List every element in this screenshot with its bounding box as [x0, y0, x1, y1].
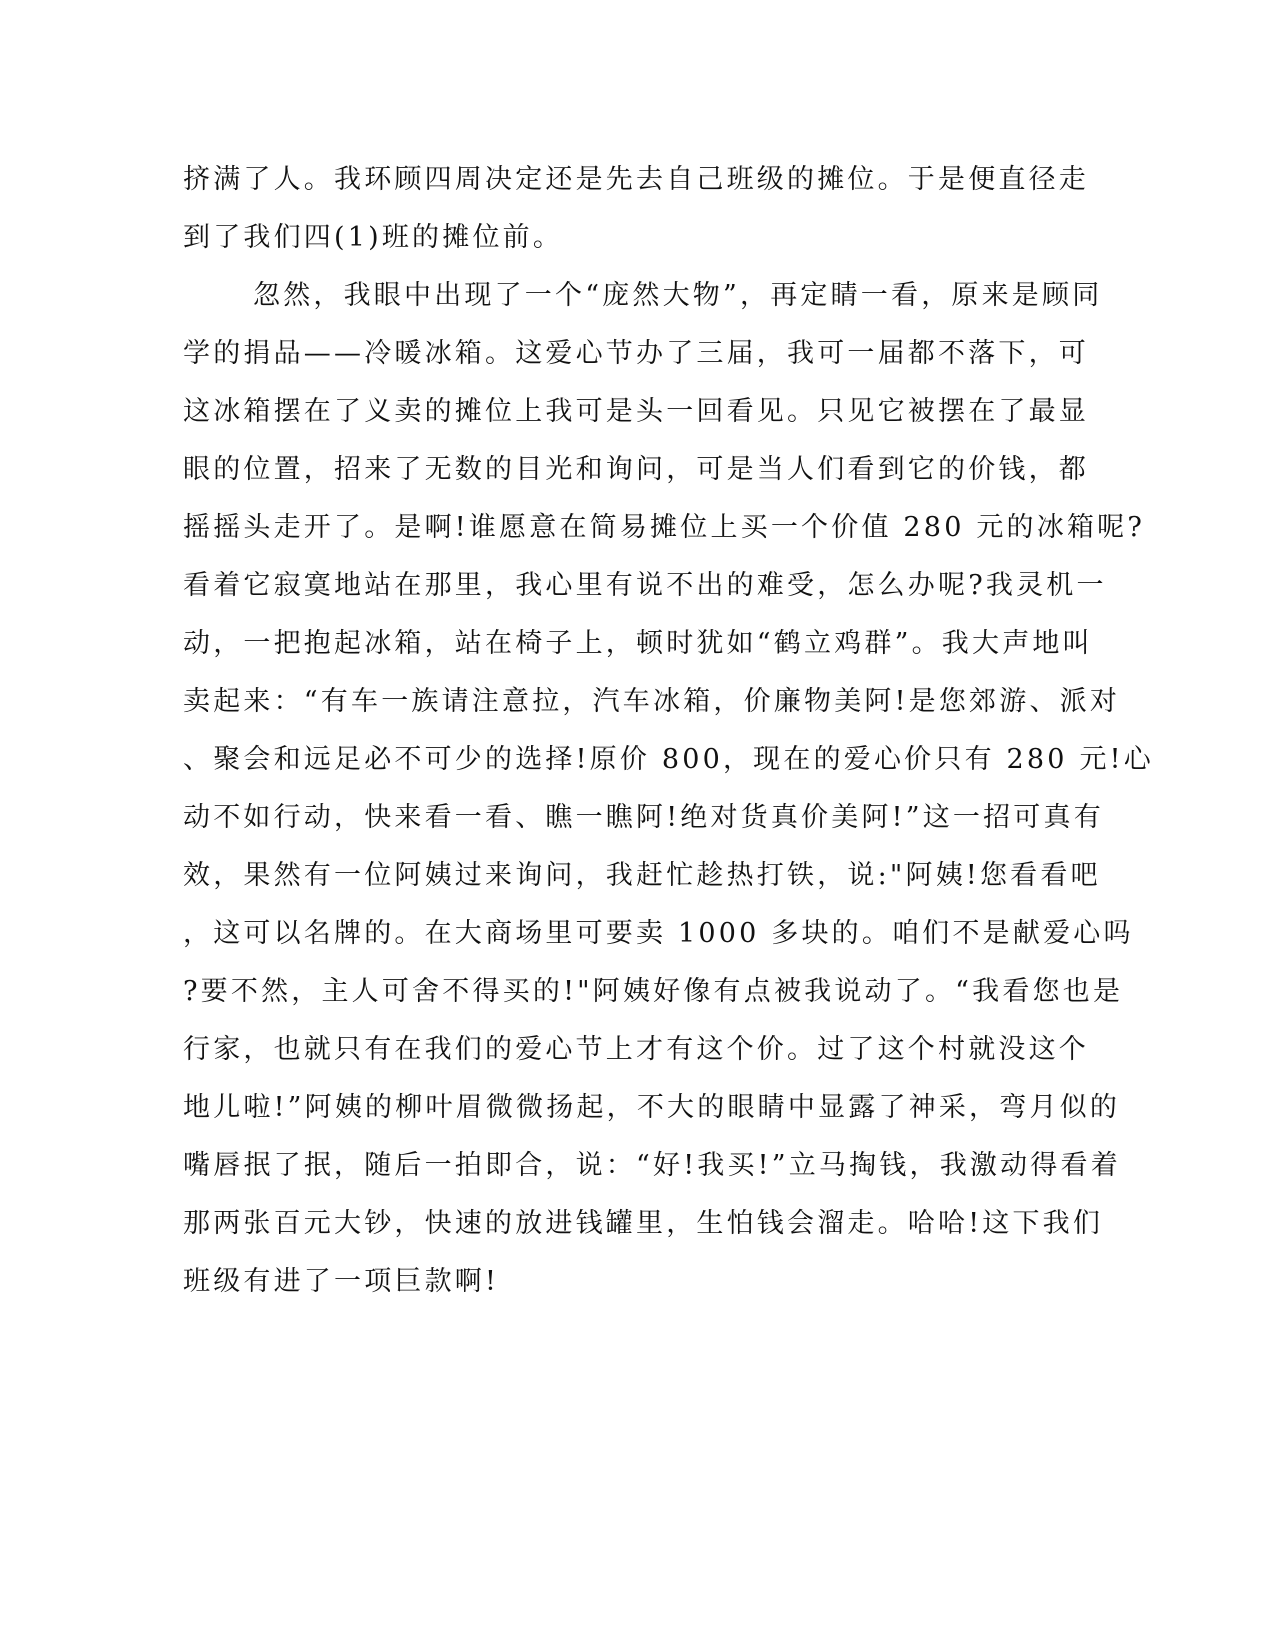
text-line: 那两张百元大钞，快速的放进钱罐里，生怕钱会溜走。哈哈!这下我们: [183, 1208, 1104, 1239]
text-line: 卖起来：“有车一族请注意拉，汽车冰箱，价廉物美阿!是您郊游、派对: [183, 686, 1121, 717]
paragraph-first-line: 忽然，我眼中出现了一个“庞然大物”，再定睛一看，原来是顾同: [253, 280, 1103, 311]
text-line: ?要不然，主人可舍不得买的!"阿姨好像有点被我说动了。“我看您也是: [183, 976, 1124, 1007]
text-line: 这冰箱摆在了义卖的摊位上我可是头一回看见。只见它被摆在了最显: [183, 396, 1089, 427]
text-line: 行家，也就只有在我们的爱心节上才有这个价。过了这个村就没这个: [183, 1034, 1089, 1065]
text-line: 班级有进了一项巨款啊!: [183, 1266, 500, 1297]
text-line: ，这可以名牌的。在大商场里可要卖 1000 多块的。咱们不是献爱心吗: [183, 918, 1134, 949]
text-line: 动不如行动，快来看一看、瞧一瞧阿!绝对货真价美阿!”这一招可真有: [183, 802, 1104, 833]
text-line: 眼的位置，招来了无数的目光和询问，可是当人们看到它的价钱，都: [183, 454, 1089, 485]
text-line: 嘴唇抿了抿，随后一拍即合，说：“好!我买!”立马掏钱，我激动得看着: [183, 1150, 1121, 1181]
text-line: 、聚会和远足必不可少的选择!原价 800，现在的爱心价只有 280 元!心: [183, 744, 1154, 775]
text-line: 学的捐品——冷暖冰箱。这爱心节办了三届，我可一届都不落下，可: [183, 338, 1089, 369]
text-line: 挤满了人。我环顾四周决定还是先去自己班级的摊位。于是便直径走: [183, 164, 1089, 195]
text-line: 地儿啦!”阿姨的柳叶眉微微扬起，不大的眼睛中显露了神采，弯月似的: [183, 1092, 1121, 1123]
text-line: 看着它寂寞地站在那里，我心里有说不出的难受，怎么办呢?我灵机一: [183, 570, 1107, 601]
text-line: 到了我们四(1)班的摊位前。: [183, 222, 564, 253]
text-line: 效，果然有一位阿姨过来询问，我赶忙趁热打铁，说:"阿姨!您看看吧: [183, 860, 1101, 891]
text-line: 动，一把抱起冰箱，站在椅子上，顿时犹如“鹤立鸡群”。我大声地叫: [183, 628, 1093, 659]
text-line: 摇摇头走开了。是啊!谁愿意在简易摊位上买一个价值 280 元的冰箱呢?: [183, 512, 1146, 543]
